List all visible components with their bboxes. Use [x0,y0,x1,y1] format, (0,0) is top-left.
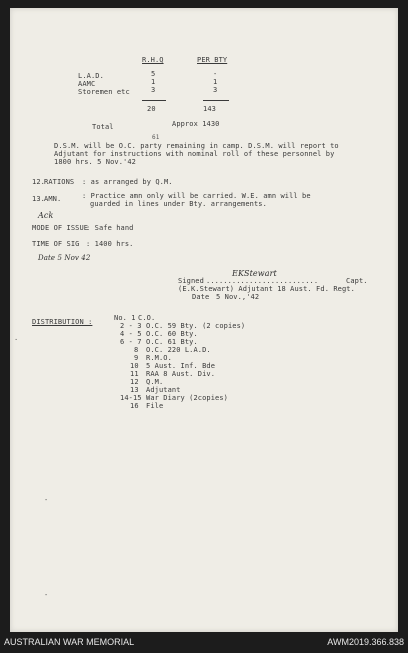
total-approx: Approx 1430 [172,120,220,128]
dist-no-8: 11 [130,370,139,378]
dist-no-4: 6 - 7 [120,338,142,346]
time-value: : 1400 hrs. [86,240,134,248]
mode-label: MODE OF ISSUE [32,224,89,232]
row-storemen-bty: 3 [213,86,218,94]
dist-no-2: 2 - 3 [120,322,142,330]
signature-date-value: 5 Nov.,'42 [216,293,260,301]
handwritten-insert: 61 [152,134,160,141]
footer-bar [0,632,408,653]
distribution-label: DISTRIBUTION : [32,318,93,326]
item-13-line-2: guarded in lines under Bty. arrangements. [90,200,267,208]
row-lad-rhq: 5 [151,70,156,78]
row-aamc-rhq: 1 [151,78,156,86]
stray-mark-1: - [44,496,49,504]
dist-no-1: No. 1 [114,314,136,322]
item-13-line-1: : Practice amn only will be carried. W.E. amn will be [82,192,311,200]
col-header-rhq: R.H.Q [142,56,164,64]
stray-mark-2: - [44,591,49,599]
para-line-1: D.S.M. will be O.C. party remaining in camp. D.S.M. will report to [54,142,339,150]
item-12-label: RATIONS [44,178,75,186]
row-label-storemen: Storemen etc [78,88,130,96]
row-label-aamc: AAMC [78,80,96,88]
sum-rule-bty [203,100,229,101]
row-storemen-rhq: 3 [151,86,156,94]
item-12-text: : as arranged by Q.M. [82,178,173,186]
para-line-2: Adjutant for instructions with nominal roll of these personnel by [54,150,335,158]
dist-no-5: 8 [134,346,139,354]
dist-text-5: O.C. 220 L.A.D. [146,346,211,354]
dist-no-7: 10 [130,362,139,370]
footer-left-text: AUSTRALIAN WAR MEMORIAL [4,637,135,647]
dist-text-11: War Diary (2copies) [146,394,228,402]
dist-text-7: 5 Aust. Inf. Bde [146,362,216,370]
dist-text-9: Q.M. [146,378,164,386]
signature-name-line: (E.K.Stewart) Adjutant 18 Aust. Fd. Regt. [178,285,355,293]
date-handwritten: Date 5 Nov 42 [38,254,91,262]
dist-text-4: O.C. 61 Bty. [146,338,198,346]
row-lad-bty: - [213,70,218,78]
dist-no-3: 4 - 5 [120,330,142,338]
item-12-number: 12. [32,178,45,186]
total-bty: 143 [203,105,216,113]
dist-text-3: O.C. 60 Bty. [146,330,198,338]
document-page [10,8,398,632]
signature-rank: Capt. [346,277,368,285]
dist-text-12: File [146,402,164,410]
signature-scrawl: EKStewart [232,269,277,278]
dist-text-2: O.C. 59 Bty. (2 copies) [146,322,246,330]
total-label: Total [92,123,114,131]
dist-no-10: 13 [130,386,139,394]
signature-dots: .......................... [206,277,319,285]
row-label-lad: L.A.D. [78,72,104,80]
para-line-3: 1800 hrs. 5 Nov.'42 [54,158,136,166]
time-label: TIME OF SIG [32,240,80,248]
dist-no-9: 12 [130,378,139,386]
dist-text-8: RAA 8 Aust. Div. [146,370,216,378]
signed-label: Signed [178,277,204,285]
item-13-number: 13. [32,195,45,203]
mode-value: : Safe hand [86,224,134,232]
dist-text-6: R.M.O. [146,354,172,362]
dist-no-12: 16 [130,402,139,410]
dist-no-6: 9 [134,354,139,362]
footer-right-text: AWM2019.366.838 [327,637,404,647]
item-13-label: AMN. [44,195,62,203]
stray-mark-3: . [14,334,19,342]
dist-text-1: C.O. [138,314,156,322]
col-header-per-bty: PER BTY [197,56,228,64]
signature-date-label: Date [192,293,210,301]
total-rhq: 20 [147,105,156,113]
dist-text-10: Adjutant [146,386,181,394]
sum-rule-rhq [142,100,166,101]
ack-handwritten: Ack [38,211,54,220]
row-aamc-bty: 1 [213,78,218,86]
dist-no-11: 14-15 [120,394,142,402]
